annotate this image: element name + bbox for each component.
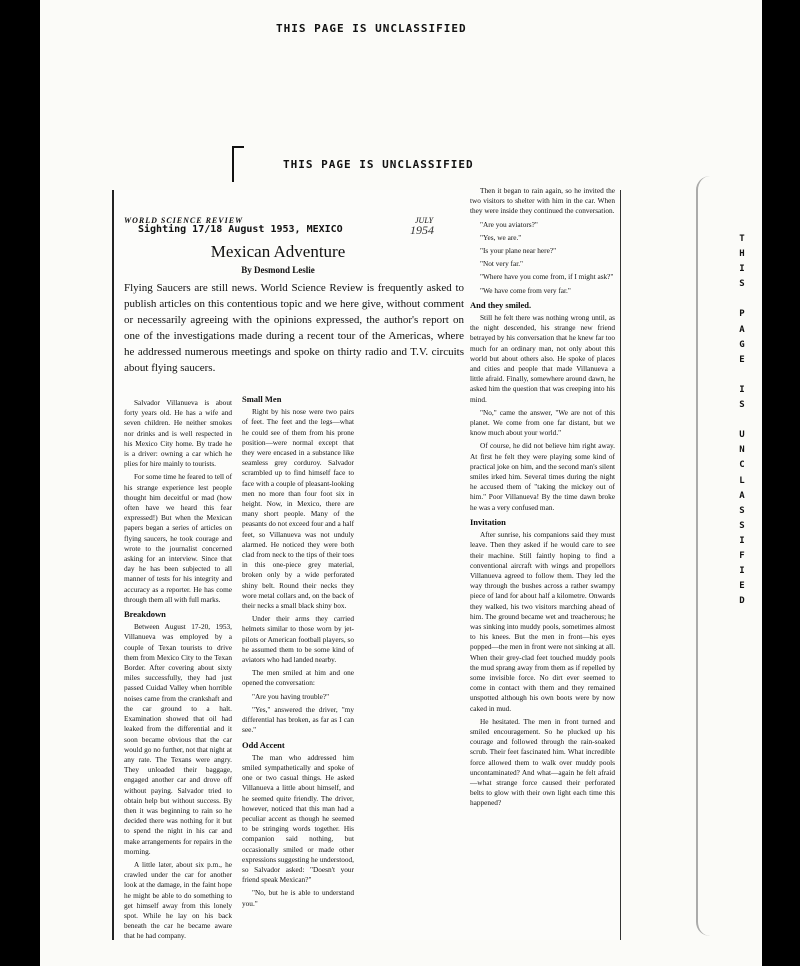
heading-odd-accent: Odd Accent — [242, 739, 285, 750]
article-paragraph: "We have come from very far." — [480, 285, 571, 295]
stamp-letter: T — [739, 234, 745, 244]
stamp-letter: I — [739, 566, 745, 577]
stamp-letter: I — [739, 535, 745, 546]
article-paragraph: "Yes," answered the driver, "my differential has broken, as far as I can see." — [242, 704, 354, 735]
stamp-letter: I — [739, 384, 745, 395]
stamp-letter: S — [739, 520, 745, 531]
article-paragraph: Salvador Villanueva is about forty years old. He has a wife and seven children. He neither smokes nor drinks and is well respected in his Mexico City home. By trade he is a driver: owning a car which he plies for hire mainly to tourists. — [124, 398, 232, 469]
article-paragraph: "No, but he is able to understand you." — [242, 888, 354, 908]
column-3 — [470, 186, 615, 812]
stamp-letter: I — [739, 264, 745, 275]
column-1 — [124, 398, 232, 945]
article-paragraph: "Where have you come from, if I might ask?" — [480, 272, 614, 282]
heading-small-men: Small Men — [242, 394, 282, 404]
stamp-letter: A — [739, 490, 745, 501]
article-paragraph: "Are you having trouble?" — [252, 691, 330, 701]
bracket-mark — [232, 146, 244, 182]
article-paragraph: The men smiled at him and one opened the conversation: — [242, 668, 354, 688]
stamp-letter: E — [739, 581, 745, 592]
article-byline: By Desmond Leslie — [241, 265, 315, 275]
article-title: Mexican Adventure — [210, 242, 346, 261]
article-paragraph: "No," came the answer, "We are not of this planet. We come from one far distant, but we know much about your world." — [470, 407, 615, 438]
handwritten-year: 1954 — [410, 223, 434, 237]
article-paragraph: "Not very far." — [480, 259, 524, 269]
stamp-letter: S — [739, 279, 745, 290]
article-paragraph: Then it began to rain again, so he invited the two visitors to shelter with him in the car. When they were inside they continued the conversation. — [470, 186, 615, 216]
article-paragraph: "Yes, we are." — [480, 232, 522, 242]
column-2 — [242, 390, 354, 912]
stamp-letter — [734, 368, 750, 383]
article-paragraph: A little later, about six p.m., he crawled under the car for another look at the damage, in the faint hope he might be able to do something to get himself away from this lonely spot. While he lay on his back beneath the car he became aware that he had company. — [124, 859, 232, 941]
classification-stamp-top: THIS PAGE IS UNCLASSIFIED — [276, 22, 467, 35]
sighting-reference: Sighting 17/18 August 1953, MEXICO — [138, 224, 343, 235]
stamp-letter: A — [739, 324, 745, 335]
publication-name: WORLD SCIENCE REVIEW — [124, 216, 244, 225]
publication-date: JULY — [415, 216, 434, 225]
article-paragraph: He hesitated. The men in front turned and smiled encouragement. So he plucked up his courage and followed through the rain-soaked scrub. Their feet fascinated him. What incredible force allowed them to walk over muddy pools uncontaminated? And what—again he felt afraid—what strange force caused their perforated belts to glow with their own light each time this happened? — [470, 716, 615, 808]
heading-invitation: Invitation — [470, 516, 506, 527]
heading-breakdown: Breakdown — [124, 609, 166, 620]
article-paragraph: Still he felt there was nothing wrong until, as the night descended, his strange new friend betrayed by his conversation that he knew far too much for an ordinary man, not only about this world but about others also. He spoke of places and cities and people that made Villanueva a little afraid. Finally, somewhere around dawn, he asked him the question that was creeping into his mind. — [470, 313, 615, 404]
stamp-letter: S — [739, 400, 745, 411]
stamp-letter: F — [739, 550, 745, 561]
article-paragraph: After sunrise, his companions said they must leave. Then they asked if he would care to see their machine. Still faintly hoping to find a conventional aircraft with wings and propellors Villanueva agreed to follow them. They led the way through the bushes across a rather swampy piece of land for about half a kilometre. Onwards they walked, his two visitors marching ahead of him. The ground became wet and treacherous; he was sinking into muddy pools, sometimes almost to his knees. But the men in front—his eyes popped—the men in front were not sinking at all. When their grey-clad feet touched muddy pools the mud sprang away from them as if repelled by some invisible force. No dirt ever seemed to come in contact with them and they remained unspotted although his own boots were by now caked in mud. — [470, 530, 615, 713]
stamp-letter: E — [739, 354, 745, 365]
classification-stamp-middle: THIS PAGE IS UNCLASSIFIED — [283, 158, 474, 171]
article-paragraph: The man who addressed him smiled sympathetically and spoke of one or two casual things. He asked Villanueva a little about himself, and he seemed quite friendly. The driver, however, noticed that this man had a peculiar accent as though he seemed to be stringing words together. His companion said nothing, but occasionally smiled or made other expressions suggesting he understood, so Salvador asked: "Doesn't your friend speak Mexican?" — [242, 752, 354, 885]
stamp-letter: G — [739, 339, 745, 350]
stamp-letter: U — [739, 430, 745, 441]
article-paragraph: "Are you aviators?" — [480, 219, 538, 229]
stamp-letter — [734, 413, 750, 428]
stamp-letter: P — [739, 309, 745, 320]
article-intro: Flying Saucers are still news. World Science Review is frequently asked to publish articles on this contentious topic and we here give, without comment or necessarily agreeing with the opinions expressed, the author's report on one of the investigations made during a recent tour of the Americas, where he addressed numerous meetings and spoke on thirty radio and T.V. circuits about flying saucers. — [124, 282, 464, 374]
stamp-letter: L — [739, 475, 745, 486]
article-paragraph: Of course, he did not believe him right away. At first he felt they were playing some kind of practical joke on him, and the second man's silent smiles irked him. Several times during the night he accused them of "taking the mickey out of him." Poor Villanueva! By the time dawn broke he was a very confused man. — [470, 441, 615, 512]
stamp-letter — [734, 292, 750, 307]
stamp-letter: D — [739, 596, 745, 607]
article-paragraph: For some time he feared to tell of his strange experience lest people thought him deceitful or mad (how often have we heard this fear expressed!) But when the Mexican papers began a series of articles on flying saucers, he took courage and wrote to the journalist concerned asking for an interview. Since that day he has been subjected to all manner of tests for his integrity and accuracy as a reporter. He has come through them all with full marks. — [124, 472, 232, 604]
article-paragraph: Right by his nose were two pairs of feet. The feet and the legs—what he could see of them from his prone position—were normal except that they were encased in a substance like seamless grey corduroy. Salvador scrambled up to find himself face to face with a couple of pleasant-looking men no more than four foot six in height. Now, in Mexico, there are many short people. Many of the peasants do not exceed four and a half feet, so Villanueva was not unduly alarmed. He noticed they were both clad from neck to the tips of their toes in this one-piece grey material, broken only by a wide perforated shiny belt. Round their necks they wore metal collars and, on the back of their necks a small black shiny box. — [242, 407, 354, 611]
article-paragraph: "Is your plane near here?" — [480, 246, 557, 256]
stamp-letter: C — [739, 460, 745, 471]
stamp-letter: H — [739, 249, 745, 260]
article-paragraph: Between August 17-20, 1953, Villanueva was employed by a couple of Texan tourists to drive them from Mexico City to the Texan Border. After covering about sixty miles successfully, they had just passed Cuidad Valley when horrible noises came from the crankshaft and the car ground to a halt. Examination showed that oil had leaked from the differential and it soon became obvious that the car would go no further, not that night at any rate. The Texans were angry. They unloaded their baggage, engaged another car and drove off without paying. Salvador tried to obtain help but without success. By then it was beginning to rain so he decided there was nothing for it but to spend the night in his car and make arrangements for repairs in the morning. — [124, 622, 232, 856]
classification-stamp-vertical — [734, 232, 750, 609]
stamp-letter: N — [739, 445, 745, 456]
page-curl-edge — [696, 176, 728, 936]
stamp-letter: S — [739, 505, 745, 516]
heading-and-they-smiled: And they smiled. — [470, 299, 532, 310]
article-paragraph: Under their arms they carried helmets similar to those worn by jet-pilots or American football players, so he assumed them to be some kind of aviators who had landed nearby. — [242, 614, 354, 665]
